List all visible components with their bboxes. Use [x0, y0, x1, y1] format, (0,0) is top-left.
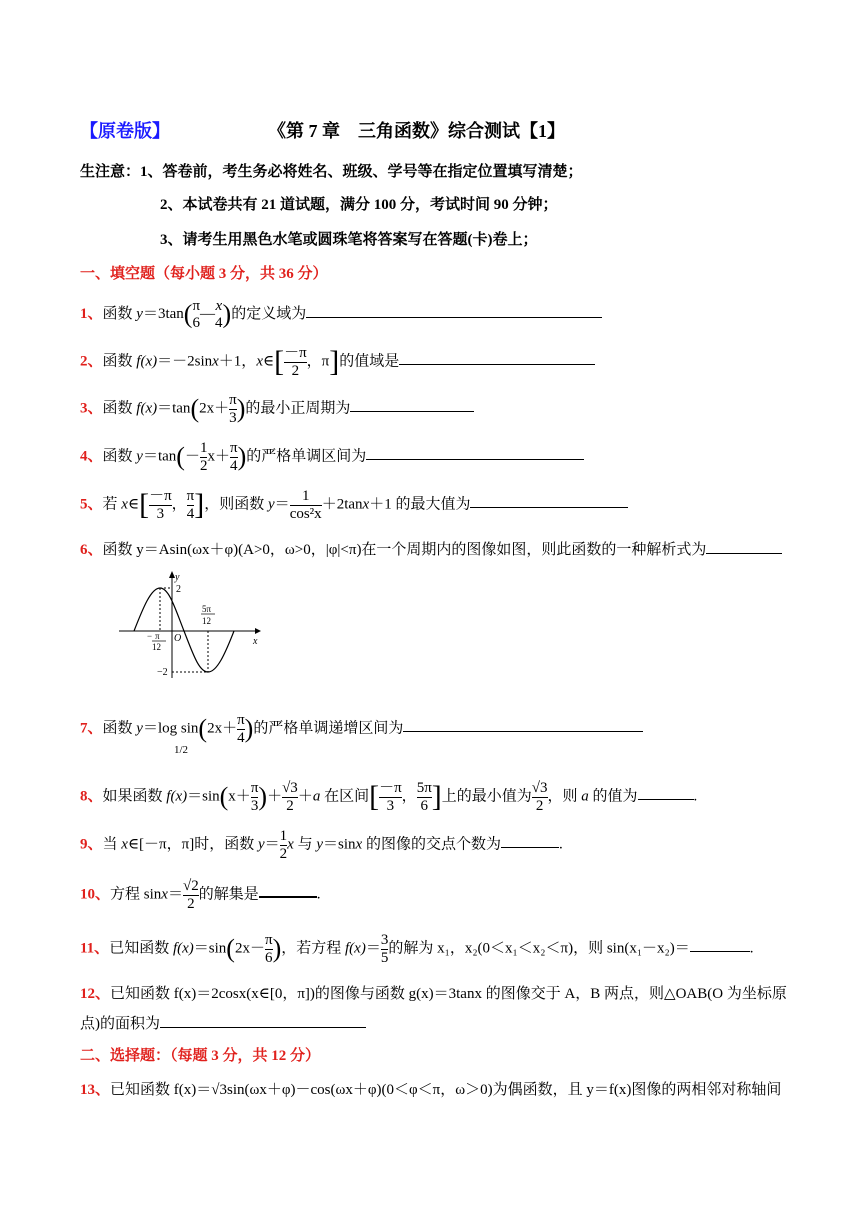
question-2: 2、函数 f(x)＝－2sinx＋1，x∈[ $\frac{-\pi}{2}$ ，π]的值域是 [80, 345, 595, 379]
question-1: 1、函数 y＝3tan( π 6 —x 4 )的定义域为 [80, 298, 602, 331]
question-9: 9、当 x∈[－π，π]时，函数 y＝ $\frac{1}{2}$ x 与 y＝sinx 的图像的交点个数为 . [80, 828, 563, 862]
question-13: 13、已知函数 f(x)＝√3sin(ωx＋φ)－cos(ωx＋φ)(0＜φ＜π，ω＞0)为偶函数，且 y＝f(x)图像的两相邻对称轴间 [80, 1082, 782, 1098]
question-4: 4、函数 y＝tan(－ $\frac{1}{2}$ x＋ $\frac{\pi}{4}$ )的严格单调区间为 [80, 440, 584, 474]
version-tag: 【原卷版】 [80, 121, 170, 141]
section-1-title: 一、填空题（每小题 3 分，共 36 分） [80, 266, 328, 282]
sine-curve [134, 588, 234, 672]
x-neg-den: 12 [152, 642, 161, 652]
question-6: 6、函数 y＝Asin(ωx＋φ)(A>0，ω>0，|φ|<π)在一个周期内的图像如图，则此函数的一种解析式为 [80, 538, 782, 559]
question-8: 8、如果函数 f(x)＝sin(x＋ $\frac{\pi}{3}$ )＋ $\frac{√3}{2}$ ＋a 在区间[ $\frac{-\pi}{3}$ ， $\frac{5\pi}{6}$ ]上的最小值为 $\frac{√3}{2}$ ，则 a 的值为 . [80, 780, 698, 814]
question-3: 3、函数 f(x)＝tan(2x＋ $\frac{\pi}{3}$ )的最小正周期为 [80, 392, 474, 426]
question-5: 5、若 x∈[ $\frac{-\pi}{3}$ ， $\frac{\pi}{4}$ ]，则函数 y＝ $\frac{1}{\text{cos²x}}$ ＋2tanx＋1 的最大值为 [80, 488, 628, 522]
question-12-line-1: 12、已知函数 f(x)＝2cosx(x∈[0，π])的图像与函数 g(x)＝3tanx 的图像交于 A，B 两点，则△OAB(O 为坐标原 [80, 986, 787, 1002]
notes-line-2: 2、本试卷共有 21 道试题，满分 100 分，考试时间 90 分钟； [160, 197, 558, 213]
notes-line-1: 生注意：1、答卷前，考生务必将姓名、班级、学号等在指定位置填写清楚； [80, 164, 583, 180]
y-label: y [175, 572, 180, 583]
x-axis-arrow [255, 628, 261, 634]
question-12-line-2: 点)的面积为 [80, 1012, 366, 1033]
x-label: x [253, 636, 258, 647]
log-base: 1/2 [174, 744, 189, 756]
x-pos-num: 5π [202, 604, 212, 614]
question-11: 11、已知函数 f(x)＝sin(2x－ $\frac{\pi}{6}$ )，若方程 f(x)＝ $\frac{3}{5}$ 的解为 x₁，x₂(0＜x₁＜x₂＜π)，则 sin(x₁－x₂)＝ . [80, 932, 754, 966]
y-min-label: −2 [157, 667, 168, 678]
sine-graph [115, 568, 265, 683]
y-max-label: 2 [176, 584, 181, 595]
x-neg-sign: − [147, 631, 153, 641]
question-7: 7、函数 y＝log sin(2x＋ $\frac{\pi}{4}$ )的严格单调递增区间为 [80, 712, 643, 746]
question-10: 10、方程 sinx＝ $\frac{√2}{2}$ 的解集是 . [80, 878, 321, 912]
x-pos-den: 12 [202, 616, 211, 626]
origin-label: O [174, 633, 182, 644]
notes-line-3: 3、请考生用黑色水笔或圆珠笔将答案写在答题(卡)卷上； [160, 232, 538, 248]
x-neg-num: π [155, 631, 160, 641]
section-2-title: 二、选择题：（每题 3 分，共 12 分） [80, 1048, 321, 1064]
page-title: 《第 7 章 三角函数》综合测试【1】 [268, 121, 565, 141]
